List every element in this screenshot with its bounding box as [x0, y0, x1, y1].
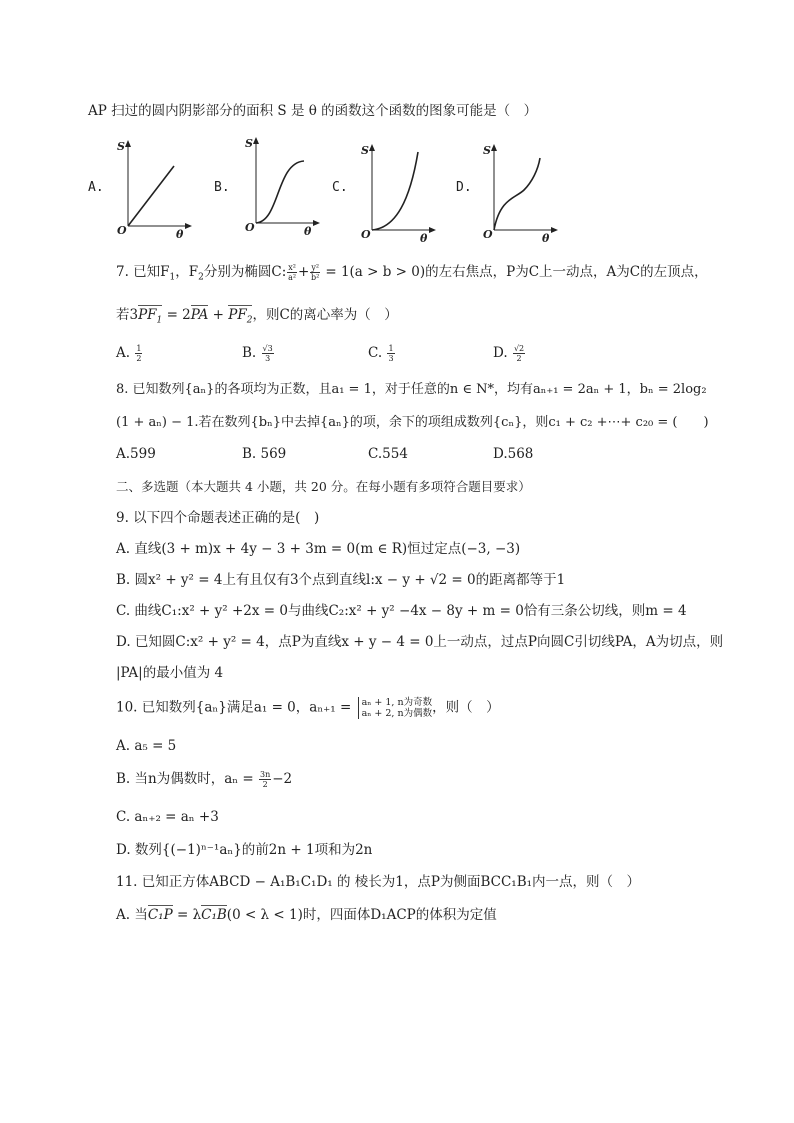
question-11-stem: 11. 已知正方体ABCD − A₁B₁C₁D₁ 的 棱长为1，点P为侧面BCC₁B₁内一点，则（ ）	[116, 874, 641, 890]
graph-c	[356, 140, 436, 250]
graph-c-curve	[372, 152, 418, 230]
graph-d	[478, 140, 558, 250]
graph-a-y-label: S	[117, 140, 125, 153]
question-9-option-b[interactable]: B. 圆x² + y² = 4上有且仅有3个点到直线l:x − y + √2 = 0的距离都等于1	[116, 572, 566, 588]
question-7-option-b[interactable]: B. $\frac{√3}{3}$	[242, 344, 273, 363]
question-10-option-b[interactable]: B. 当n为偶数时，aₙ = $\frac{3n}{2}$ −2	[116, 770, 293, 789]
graph-a-curve	[128, 166, 174, 226]
question-7-line-2: 若$3PF_1 = 2PA + PF_2$，则C的离心率为（ ）	[116, 307, 398, 326]
question-7-options	[116, 344, 696, 370]
graph-b-label: B.	[214, 180, 230, 195]
vector-c1p: C₁P	[147, 907, 173, 923]
question-8-option-d[interactable]: D.568	[493, 446, 534, 462]
vector-pa: PA	[190, 307, 209, 323]
graph-c-x-label: θ	[420, 232, 428, 245]
graph-b-y-label: S	[245, 137, 253, 150]
question-8-line-1: 8. 已知数列{aₙ}的各项均为正数，且a₁ = 1，对于任意的n ∈ N*，均有aₙ₊₁ = 2aₙ + 1，bₙ = 2log₂	[116, 382, 707, 397]
question-9-stem: 9. 以下四个命题表述正确的是( )	[116, 510, 320, 526]
graph-d-curve	[494, 158, 540, 230]
question-8-option-b[interactable]: B. 569	[242, 446, 287, 462]
ellipse-y-fraction: $\frac{\text{y²}}{\text{b²}}$	[311, 263, 320, 282]
graph-a-origin: O	[117, 224, 127, 237]
graph-a-x-label: θ	[176, 228, 184, 241]
question-8-option-a[interactable]: A.599	[116, 446, 156, 462]
question-7-option-d[interactable]: D. $\frac{√2}{2}$	[493, 344, 525, 363]
graph-d-label: D.	[456, 180, 472, 195]
question-10-stem: 10. 已知数列{aₙ}满足a₁ = 0，aₙ₊₁ = aₙ + 1, n为奇数 aₙ + 2, n为偶数 ，则（ ）	[116, 697, 500, 719]
graph-c-label: C.	[332, 180, 348, 195]
graph-b-curve	[256, 161, 304, 223]
graph-d-x-label: θ	[542, 232, 550, 245]
question-10-option-c[interactable]: C. aₙ₊₂ = aₙ +3	[116, 809, 219, 825]
graph-a-label: A.	[88, 180, 104, 195]
question-6-stem: AP 扫过的圆内阴影部分的面积 S 是 θ 的函数这个函数的图象可能是（ ）	[88, 103, 538, 119]
graph-d-origin: O	[483, 228, 493, 241]
piecewise-brace: aₙ + 1, n为奇数 aₙ + 2, n为偶数	[358, 697, 432, 719]
question-10-option-a[interactable]: A. a₅ = 5	[116, 738, 177, 754]
question-10-option-d[interactable]: D. 数列{(−1)ⁿ⁻¹aₙ}的前2n + 1项和为2n	[116, 842, 373, 858]
question-9-option-c[interactable]: C. 曲线C₁:x² + y² +2x = 0与曲线C₂:x² + y² −4x − 8y + m = 0恰有三条公切线，则m = 4	[116, 603, 687, 619]
section-2-heading: 二、多选题（本大题共 4 小题，共 20 分。在每小题有多项符合题目要求）	[116, 479, 531, 494]
graph-b	[240, 133, 320, 243]
graph-b-origin: O	[245, 221, 255, 234]
question-9-option-d-line-2: |PA|的最小值为 4	[116, 665, 224, 681]
question-7-option-c[interactable]: C. $\frac{1}{3}$	[368, 344, 394, 363]
question-7-line-1: 7. 已知$F_1$，$F_2$分别为椭圆C: $\frac{\text{x²}}{\text{a²}}$ + $\frac{\text{y²}}{\text{b²}}$ = 1(a > b > 0)的左右焦点，P为C上一动点，A为C的左顶点，	[116, 263, 708, 283]
graph-a	[112, 136, 192, 246]
question-8-option-c[interactable]: C.554	[368, 446, 408, 462]
graph-d-y-label: S	[483, 144, 491, 157]
question-9-option-d-line-1[interactable]: D. 已知圆C:x² + y² = 4，点P为直线x + y − 4 = 0上一动点，过点P向圆C引切线PA，A为切点，则	[116, 634, 724, 650]
question-8-line-2: (1 + aₙ) − 1.若在数列{bₙ}中去掉{aₙ}的项，余下的项组成数列{cₙ}，则c₁ + c₂ +⋯+ c₂₀ = ( )	[116, 415, 709, 430]
question-11-option-a[interactable]: A. 当C₁P = λC₁B(0 < λ < 1)时，四面体D₁ACP的体积为定值	[116, 907, 497, 923]
graph-c-y-label: S	[361, 144, 369, 157]
question-7-option-a[interactable]: A. $\frac{1}{2}$	[116, 344, 142, 363]
ellipse-x-fraction: $\frac{\text{x²}}{\text{a²}}$	[288, 263, 297, 282]
vector-c1b: C₁B	[201, 907, 227, 923]
vector-pf1: $PF_1$	[138, 307, 163, 326]
question-9-option-a[interactable]: A. 直线(3 + m)x + 4y − 3 + 3m = 0(m ∈ R)恒过定点(−3, −3)	[116, 541, 521, 557]
vector-pf2: $PF_2$	[228, 307, 253, 326]
graph-c-origin: O	[361, 228, 371, 241]
graph-b-x-label: θ	[304, 225, 312, 238]
